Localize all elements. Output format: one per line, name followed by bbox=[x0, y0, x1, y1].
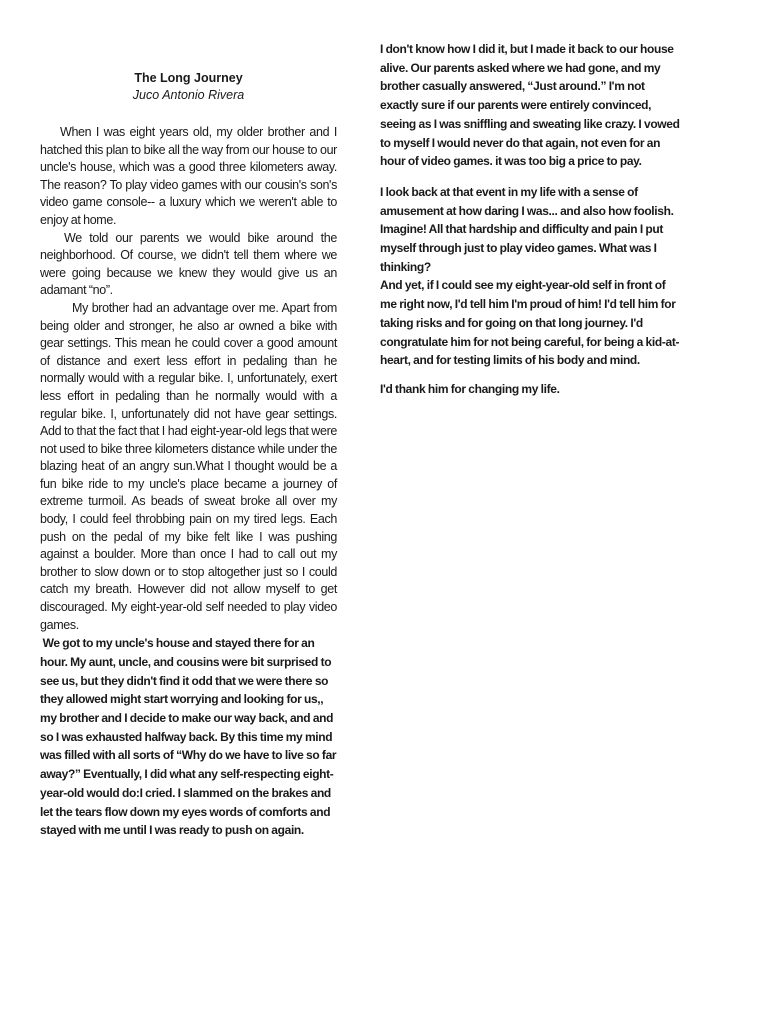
paragraph-3: My brother had an advantage over me. Apart from being older and stronger, he also ar owned a bike with gear settings. This mean he could cover a good amount of distance and exert less effort in pedaling than he normally would with a regular bike. I, unfortunately, exert less effort in pedaling than he normally would with a regular bike. I, unfortunately did not have gear settings. Add to that the fact that I had eight-year-old legs that were not used to bike three kilometers distance while under the blazing heat of an angry sun.What I thought would be a fun bike ride to my uncle's place became a journey of extreme turmoil. As beads of sweat broke all over my body, I could feel throbbing pain on my tired legs. Each push on the pedal of my bike felt like I was pushing against a boulder. More than once I had to call out my brother to slow down or to stop altogether just so I could catch my breath. However did not allow myself to get discouraged. My eight-year-old self needed to play video games. bbox=[40, 300, 337, 632]
paragraph-2: We told our parents we would bike around the neighborhood. Of course, we didn't tell them where we were going because we knew they would give us an adamant “no”. bbox=[40, 230, 337, 298]
story-author: Juco Antonio Rivera bbox=[132, 88, 245, 102]
story-title: The Long Journey bbox=[134, 71, 243, 85]
paragraph-6: I look back at that event in my life with a sense of amusement at how daring I was... and also how foolish. Imagine! All that hardship and difficulty and pain I put myself through just to play video games. What was I thinking? bbox=[380, 184, 674, 274]
paragraph-7: And yet, if I could see my eight-year-old self in front of me right now, I'd tell him I'm proud of him! I'd tell him for taking risks and for going on that long journey. I'd congratulate him for not being careful, for being a kid-at-heart, and for testing limits of his body and mind. bbox=[380, 278, 680, 368]
left-column bbox=[40, 0, 337, 840]
paragraph-4: We got to my uncle's house and stayed there for an hour. My aunt, uncle, and cousins were bit surprised to see us, but they didn't find it odd that we were there so they allowed might start worrying and looking for us,, my brother and I decide to make our way back, and and so I was exhausted halfway back. By this time my mind was filled with all sorts of “Why do we have to live so far away?” Eventually, I did what any self-respecting eight-year-old would do:I cried. I slammed on the brakes and let the tears flow down my eyes words of comforts and stayed with me until I was ready to push on again. bbox=[40, 636, 339, 838]
paragraph-1: When I was eight years old, my older brother and I hatched this plan to bike all the way from our house to our uncle's house, which was a good three kilometers away. The reason? To play video games with our cousin's son's video game console-- a luxury which we weren't able to enjoy at home. bbox=[40, 125, 337, 227]
paragraph-8: I'd thank him for changing my life. bbox=[380, 381, 560, 396]
paragraph-5: I don't know how I did it, but I made it back to our house alive. Our parents asked where we had gone, and my brother casually answered, “Just around.” I'm not exactly sure if our parents were entirely convinced, seeing as I was sniffling and sweating like crazy. I vowed to myself I would never do that again, not even for an hour of video games. it was too big a price to pay. bbox=[380, 42, 680, 169]
right-column bbox=[380, 0, 680, 399]
